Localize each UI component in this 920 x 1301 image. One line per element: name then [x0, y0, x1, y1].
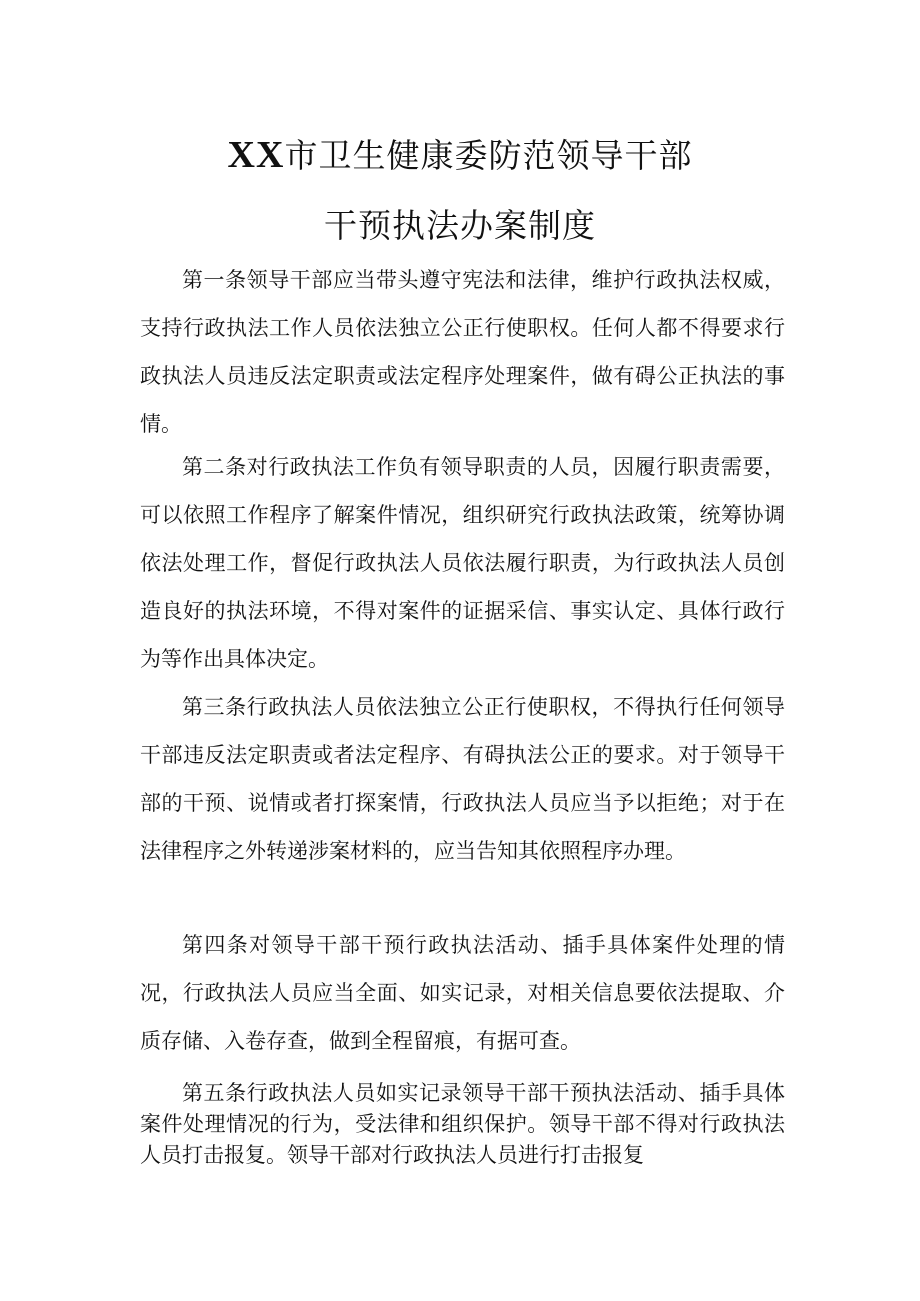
article-4-paragraph: 第四条对领导干部干预行政执法活动、插手具体案件处理的情况，行政执法人员应当全面、如实记录，对相关信息要依法提取、介质存储、入卷存查，做到全程留痕，有据可查。	[140, 933, 785, 1053]
article-1-paragraph: 第一条领导干部应当带头遵守宪法和法律，维护行政执法权威，支持行政执法工作人员依法独立公正行使职权。任何人都不得要求行政执法人员违反法定职责或法定程序处理案件，做有碍公正执法的事情。	[140, 268, 785, 436]
title-text-line-1: 市卫生健康委防范领导干部	[284, 136, 693, 175]
article-5-paragraph: 第五条行政执法人员如实记录领导干部干预执法活动、插手具体案件处理情况的行为，受法律和组织保护。领导干部不得对行政执法人员打击报复。领导干部对行政执法人员进行打击报复	[140, 1081, 785, 1167]
document-title-line-1	[0, 133, 920, 179]
article-2-paragraph: 第二条对行政执法工作负有领导职责的人员，因履行职责需要，可以依照工作程序了解案件情况，组织研究行政执法政策，统筹协调依法处理工作，督促行政执法人员依法履行职责，为行政执法人员创造良好的执法环境，不得对案件的证据采信、事实认定、具体行政行为等作出具体决定。	[140, 455, 785, 671]
title-prefix: XX	[227, 134, 285, 176]
article-3-paragraph: 第三条行政执法人员依法独立公正行使职权，不得执行任何领导干部违反法定职责或者法定程序、有碍执法公正的要求。对于领导干部的干预、说情或者打探案情，行政执法人员应当予以拒绝；对于在法律程序之外转递涉案材料的，应当告知其依照程序办理。	[140, 695, 785, 863]
document-title-line-2: 干预执法办案制度	[324, 206, 596, 245]
